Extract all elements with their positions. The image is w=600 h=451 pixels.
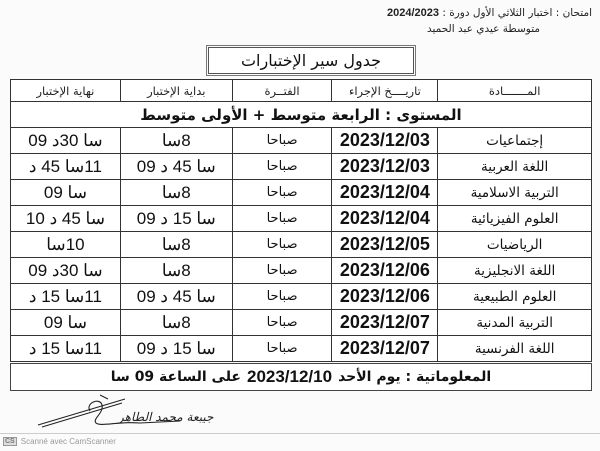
table-header-row: [11, 80, 592, 102]
signature-name: جيبعة محمد الطاهر: [118, 410, 214, 424]
col-header-start: بداية الإختبار: [120, 80, 232, 102]
date-cell: 2023/12/04: [332, 180, 438, 206]
end-time-cell: 11سا 15 د: [11, 284, 121, 310]
end-time-cell: سا 30د 09: [11, 258, 121, 284]
date-cell: 2023/12/07: [332, 310, 438, 336]
start-time-cell: 8سا: [120, 258, 232, 284]
end-time-cell: 10سا: [11, 232, 121, 258]
col-header-date: تاريــــخ الإجراء: [332, 80, 438, 102]
end-time-cell: 11سا 45 د: [11, 154, 121, 180]
camscanner-text: Scanné avec CamScanner: [20, 437, 116, 446]
subject-cell: إجتماعيات: [438, 128, 592, 154]
start-time-cell: سا 45 د 09: [120, 154, 232, 180]
subject-cell: اللغة الانجليزية: [438, 258, 592, 284]
period-cell: صباحا: [232, 336, 332, 362]
end-time-cell: سا 45 د 10: [11, 206, 121, 232]
start-time-cell: سا 15 د 09: [120, 206, 232, 232]
period-cell: صباحا: [232, 284, 332, 310]
level-row: [11, 102, 592, 128]
start-time-cell: 8سا: [120, 310, 232, 336]
it-notice-prefix: المعلوماتية : يوم الأحد: [338, 369, 492, 385]
date-cell: 2023/12/04: [332, 206, 438, 232]
date-cell: 2023/12/03: [332, 128, 438, 154]
start-time-cell: سا 15 د 09: [120, 336, 232, 362]
subject-cell: اللغة العربية: [438, 154, 592, 180]
document-title: جدول سير الإختبارات: [208, 47, 414, 74]
period-cell: صباحا: [232, 232, 332, 258]
date-cell: 2023/12/05: [332, 232, 438, 258]
level-label: المستوى : الرابعة متوسط + الأولى متوسط: [11, 102, 592, 128]
col-header-subject: المـــــــادة: [438, 80, 592, 102]
table-row: [11, 206, 592, 232]
period-cell: صباحا: [232, 258, 332, 284]
period-cell: صباحا: [232, 128, 332, 154]
subject-cell: الرياضيات: [438, 232, 592, 258]
subject-cell: التربية المدنية: [438, 310, 592, 336]
scan-divider: [0, 433, 600, 434]
exam-schedule-table: [10, 79, 592, 362]
table-row: [11, 284, 592, 310]
col-header-end: نهاية الإختبار: [11, 80, 121, 102]
end-time-cell: 11سا 15 د: [11, 336, 121, 362]
period-cell: صباحا: [232, 206, 332, 232]
subject-cell: التربية الاسلامية: [438, 180, 592, 206]
table-row: [11, 336, 592, 362]
date-cell: 2023/12/03: [332, 154, 438, 180]
table-row: [11, 180, 592, 206]
date-cell: 2023/12/06: [332, 258, 438, 284]
start-time-cell: 8سا: [120, 180, 232, 206]
exam-label: امتحان : اختبار الثلاثي الأول دورة :: [442, 7, 592, 19]
table-row: [11, 154, 592, 180]
table-row: [11, 128, 592, 154]
school-name: متوسطة عيدي عبد الحميد: [426, 23, 540, 35]
end-time-cell: سا 30د 09: [11, 128, 121, 154]
table-row: [11, 310, 592, 336]
camscanner-logo-icon: CS: [5, 438, 15, 445]
period-cell: صباحا: [232, 180, 332, 206]
exam-header-line: [387, 7, 592, 19]
date-cell: 2023/12/07: [332, 336, 438, 362]
subject-cell: العلوم الفيزيائية: [438, 206, 592, 232]
start-time-cell: 8سا: [120, 232, 232, 258]
period-cell: صباحا: [232, 154, 332, 180]
period-cell: صباحا: [232, 310, 332, 336]
table-row: [11, 232, 592, 258]
col-header-period: الفتــرة: [232, 80, 332, 102]
it-notice-date: 2023/12/10: [246, 367, 333, 386]
start-time-cell: 8سا: [120, 128, 232, 154]
camscanner-watermark: [3, 437, 116, 446]
subject-cell: اللغة الفرنسية: [438, 336, 592, 362]
it-notice-suffix: على الساعة 09 سا: [110, 369, 241, 385]
session-year: 2024/2023: [386, 7, 439, 19]
subject-cell: العلوم الطبيعية: [438, 284, 592, 310]
table-row: [11, 258, 592, 284]
it-exam-notice: [10, 363, 592, 391]
end-time-cell: سا 09: [11, 310, 121, 336]
end-time-cell: سا 09: [11, 180, 121, 206]
date-cell: 2023/12/06: [332, 284, 438, 310]
start-time-cell: سا 45 د 09: [120, 284, 232, 310]
